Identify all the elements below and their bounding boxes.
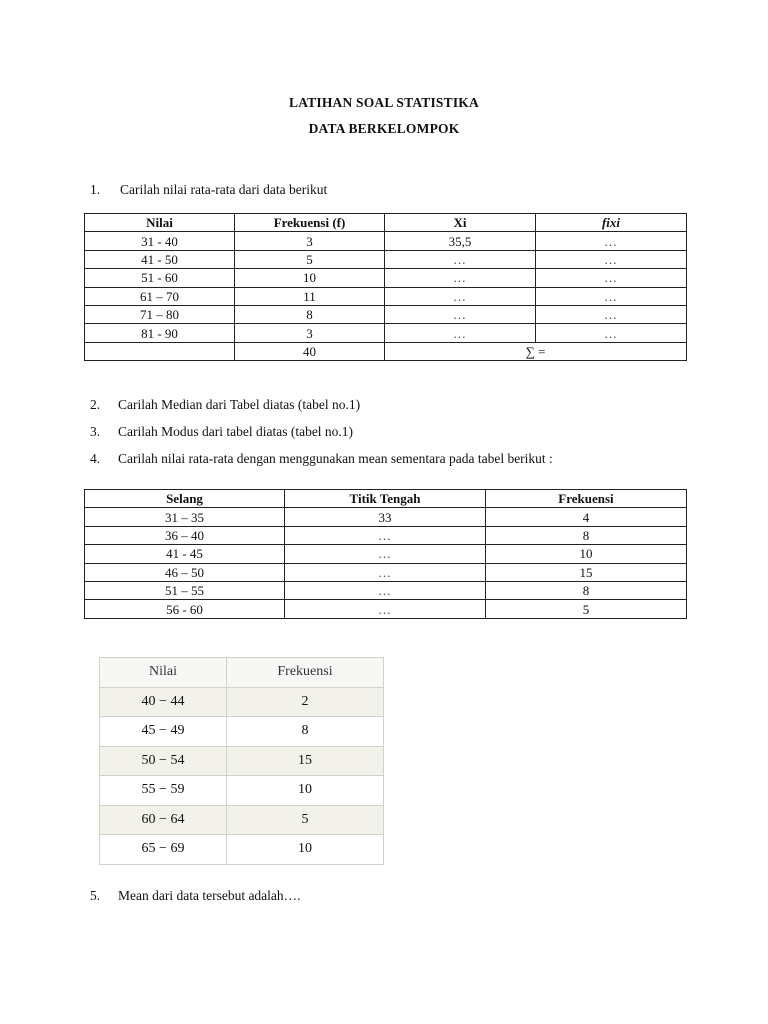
question-4	[90, 451, 553, 467]
table-cell: 46 – 50	[85, 563, 285, 581]
table-cell: 8	[486, 581, 687, 599]
table-cell: 41 - 50	[85, 250, 235, 268]
table-cell: 31 – 35	[85, 508, 285, 526]
table-1-total-frequency: 40	[235, 342, 385, 360]
table-cell: 61 – 70	[85, 287, 235, 305]
table-2	[84, 489, 687, 619]
table-cell: 55 − 59	[100, 776, 227, 806]
table-cell: …	[385, 305, 536, 323]
table-cell: …	[385, 324, 536, 342]
question-2-text: Carilah Median dari Tabel diatas (tabel no.1)	[118, 397, 361, 412]
table-cell: 60 − 64	[100, 805, 227, 835]
table-2-header-titik-tengah: Titik Tengah	[285, 490, 486, 508]
table-row	[100, 805, 384, 835]
table-1-header-fixi: fixi	[536, 214, 687, 232]
table-row	[100, 717, 384, 747]
table-1-sum-label: ∑ =	[385, 342, 687, 360]
table-3	[99, 657, 384, 865]
question-2-number: 2.	[90, 397, 101, 412]
table-cell: 41 - 45	[85, 545, 285, 563]
table-cell: 31 - 40	[85, 232, 235, 250]
table-row	[85, 324, 687, 342]
table-cell: 2	[227, 687, 384, 717]
title-line-2: DATA BERKELOMPOK	[308, 121, 460, 136]
table-1-total-row	[85, 342, 687, 360]
table-row	[100, 776, 384, 806]
table-cell: 50 − 54	[100, 746, 227, 776]
table-cell: …	[385, 287, 536, 305]
table-cell-empty	[85, 342, 235, 360]
table-row	[85, 526, 687, 544]
table-cell: …	[385, 250, 536, 268]
question-4-number: 4.	[90, 451, 101, 466]
table-cell: 3	[235, 324, 385, 342]
table-cell: …	[536, 324, 687, 342]
table-cell: 81 - 90	[85, 324, 235, 342]
table-3-header-row	[100, 658, 384, 688]
question-4-text: Carilah nilai rata-rata dengan menggunakan mean sementara pada tabel berikut :	[118, 451, 553, 466]
table-cell: 71 – 80	[85, 305, 235, 323]
table-row	[85, 269, 687, 287]
question-1-number: 1.	[90, 182, 101, 197]
table-1-header-xi: Xi	[385, 214, 536, 232]
table-row	[85, 305, 687, 323]
table-3-header-nilai: Nilai	[100, 658, 227, 688]
table-cell: 35,5	[385, 232, 536, 250]
table-cell: 51 - 60	[85, 269, 235, 287]
question-3	[90, 424, 353, 440]
table-row	[85, 600, 687, 618]
question-3-number: 3.	[90, 424, 101, 439]
table-cell: …	[536, 287, 687, 305]
question-5-text: Mean dari data tersebut adalah….	[118, 888, 301, 903]
table-cell: 8	[486, 526, 687, 544]
table-cell: 15	[486, 563, 687, 581]
table-cell: 10	[227, 776, 384, 806]
table-1-header-nilai: Nilai	[85, 214, 235, 232]
table-cell: 11	[235, 287, 385, 305]
table-cell: …	[285, 563, 486, 581]
table-2-header-row	[85, 490, 687, 508]
table-cell: 33	[285, 508, 486, 526]
question-2	[90, 397, 360, 413]
question-1-text: Carilah nilai rata-rata dari data berikut	[120, 182, 328, 197]
table-row	[85, 508, 687, 526]
table-row	[85, 545, 687, 563]
table-cell: 3	[235, 232, 385, 250]
table-cell: 8	[235, 305, 385, 323]
table-1-header-frekuensi: Frekuensi (f)	[235, 214, 385, 232]
table-cell: …	[285, 581, 486, 599]
table-cell: 40 − 44	[100, 687, 227, 717]
question-3-text: Carilah Modus dari tabel diatas (tabel no.1)	[118, 424, 354, 439]
table-cell: 10	[227, 835, 384, 865]
table-cell: 10	[235, 269, 385, 287]
table-cell: …	[385, 269, 536, 287]
table-cell: 15	[227, 746, 384, 776]
table-1-header-row	[85, 214, 687, 232]
question-5-number: 5.	[90, 888, 101, 903]
table-row	[100, 687, 384, 717]
table-2-header-selang: Selang	[85, 490, 285, 508]
table-cell: 4	[486, 508, 687, 526]
table-cell: 5	[227, 805, 384, 835]
table-row	[100, 746, 384, 776]
table-row	[100, 835, 384, 865]
table-cell: 56 - 60	[85, 600, 285, 618]
table-row	[85, 287, 687, 305]
table-cell: 65 − 69	[100, 835, 227, 865]
table-cell: 5	[235, 250, 385, 268]
table-cell: 5	[486, 600, 687, 618]
table-cell: …	[285, 600, 486, 618]
question-1	[90, 182, 327, 198]
table-2-header-frekuensi: Frekuensi	[486, 490, 687, 508]
table-3-header-frekuensi: Frekuensi	[227, 658, 384, 688]
table-row	[85, 250, 687, 268]
question-5	[90, 888, 301, 904]
table-cell: 8	[227, 717, 384, 747]
table-row	[85, 232, 687, 250]
table-cell: …	[536, 250, 687, 268]
table-row	[85, 581, 687, 599]
table-cell: …	[536, 269, 687, 287]
table-cell: 45 − 49	[100, 717, 227, 747]
table-1	[84, 213, 687, 361]
table-cell: …	[285, 545, 486, 563]
title-line-1: LATIHAN SOAL STATISTIKA	[289, 95, 479, 110]
table-cell: 36 – 40	[85, 526, 285, 544]
table-cell: 51 – 55	[85, 581, 285, 599]
table-cell: …	[536, 305, 687, 323]
table-cell: …	[285, 526, 486, 544]
table-cell: 10	[486, 545, 687, 563]
table-row	[85, 563, 687, 581]
table-cell: …	[536, 232, 687, 250]
